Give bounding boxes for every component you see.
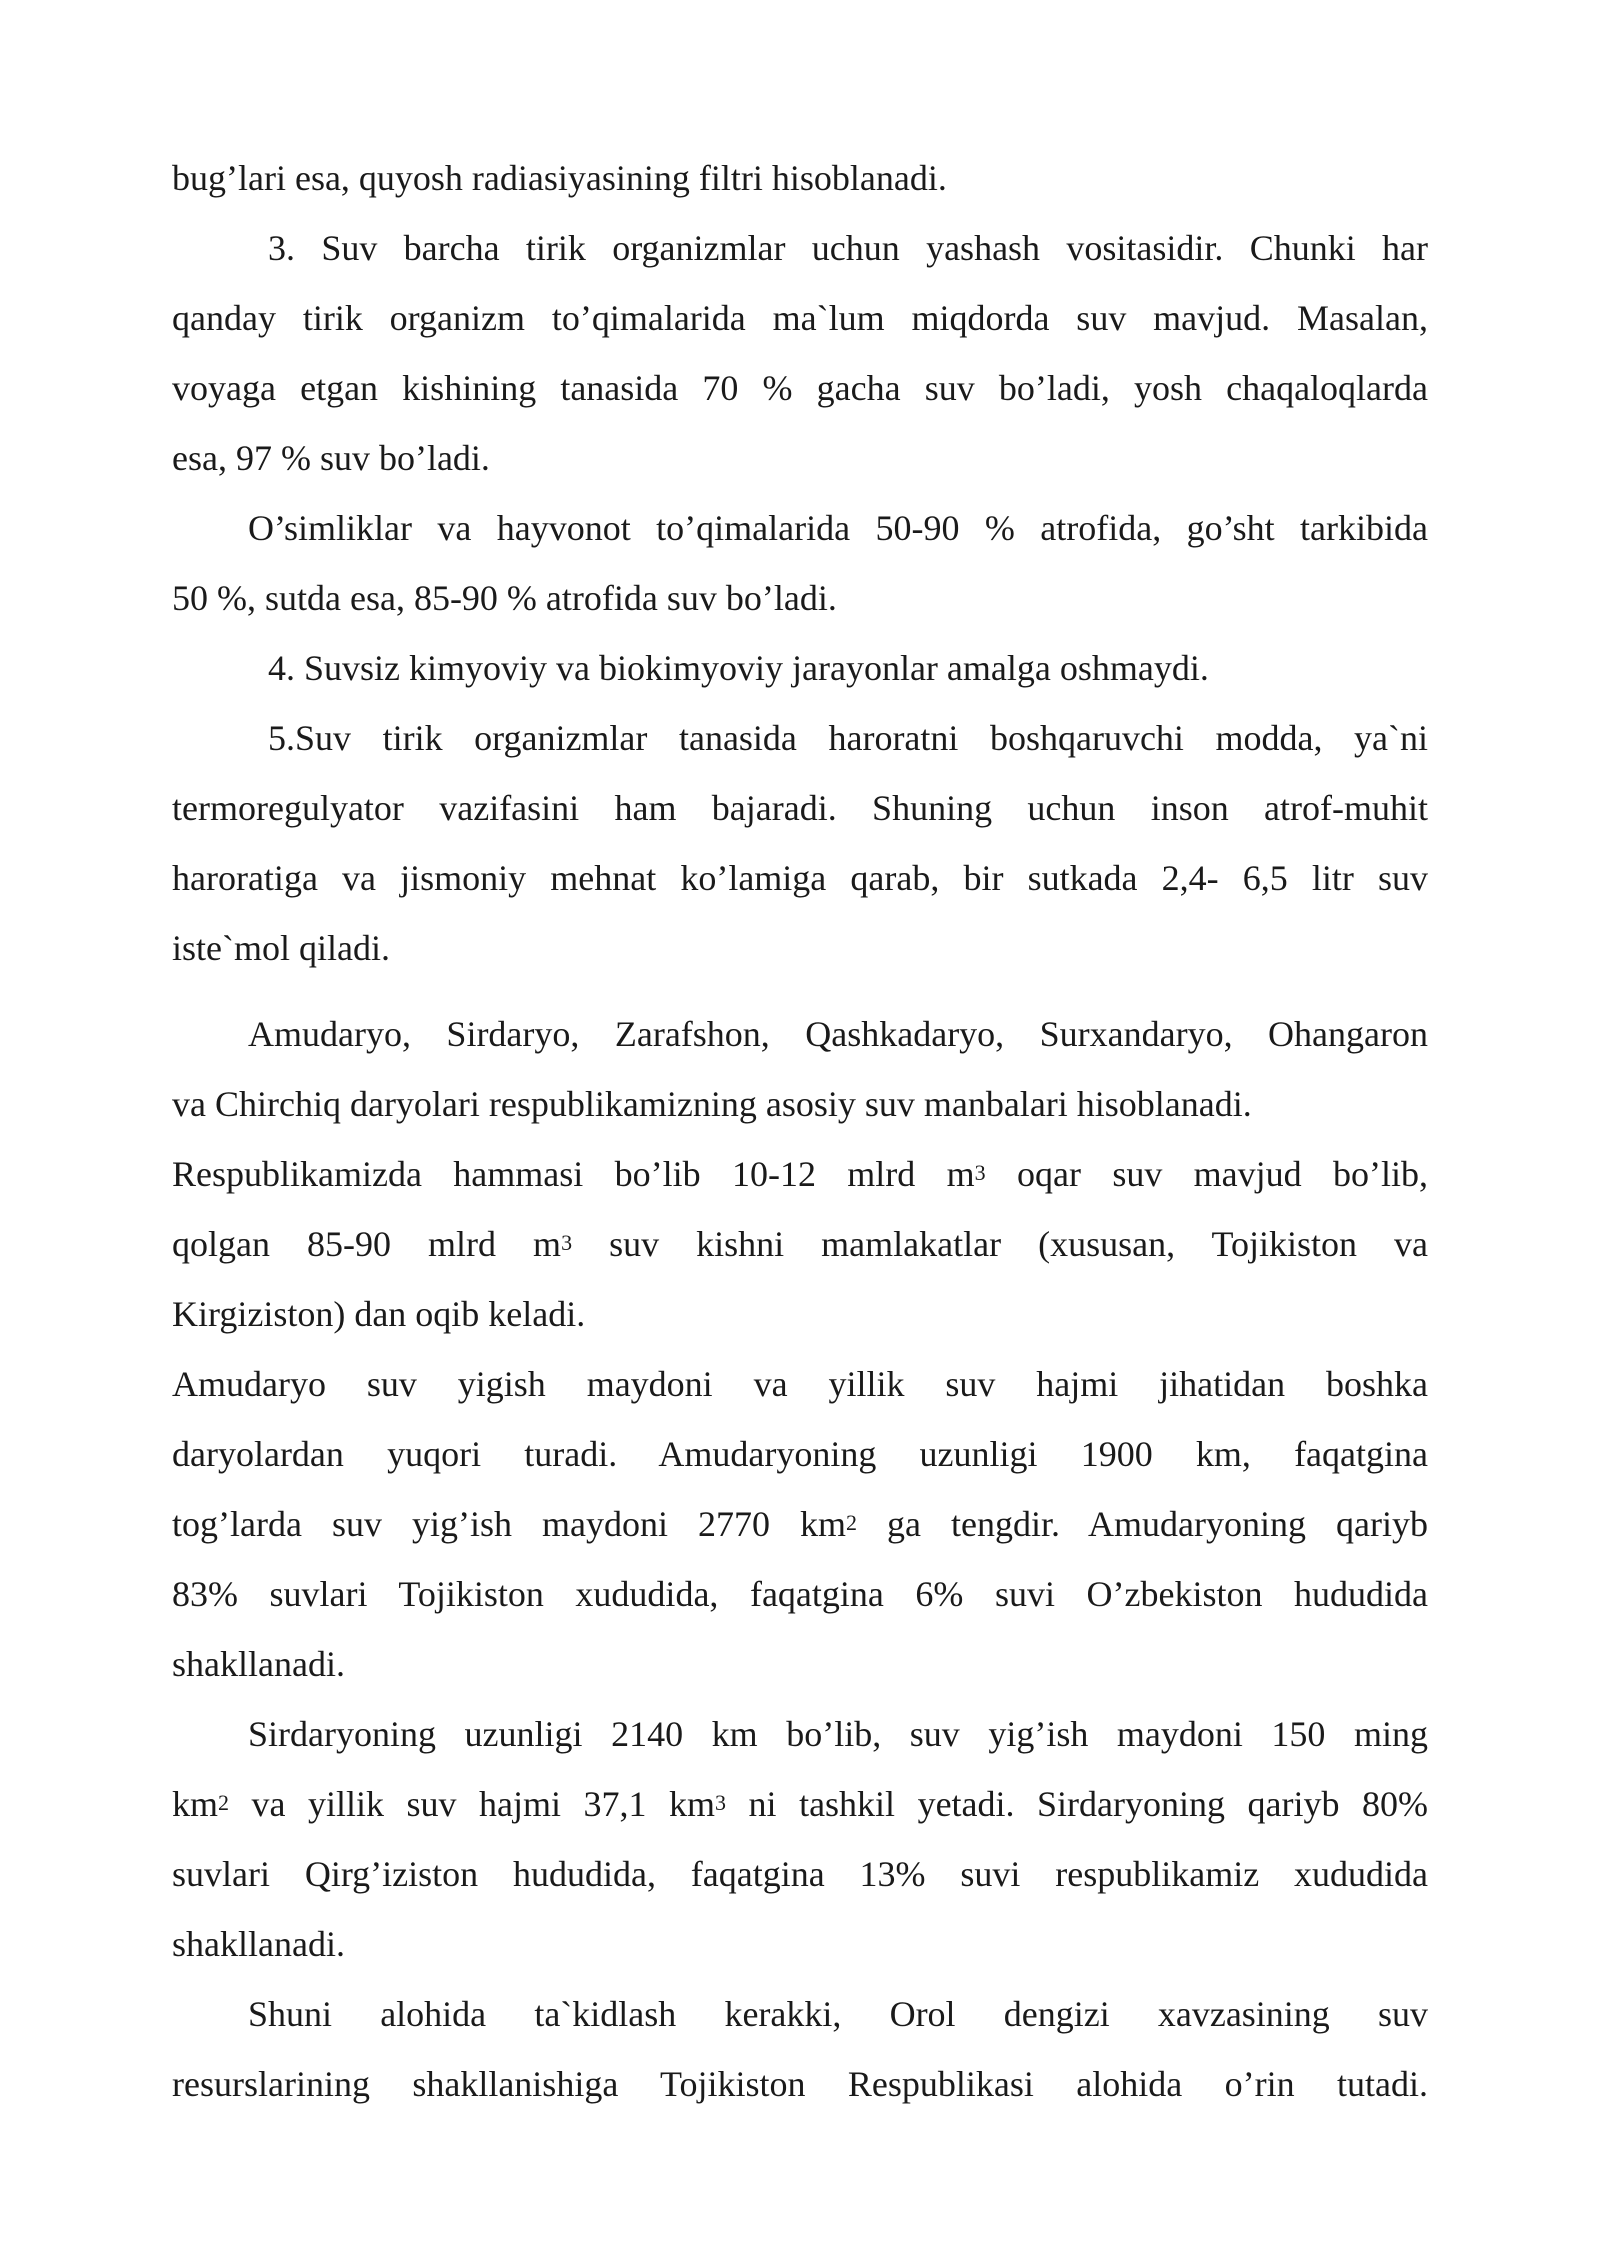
text-line: 83% suvlari Tojikiston xududida, faqatgina 6% suvi O’zbekiston hududida (172, 1574, 1428, 1614)
text-line: 4. Suvsiz kimyoviy va biokimyoviy jarayonlar amalga oshmaydi. (268, 648, 1209, 688)
text-line-superscript (172, 1784, 1428, 1824)
text-line: va Chirchiq daryolari respublikamizning asosiy suv manbalari hisoblanadi. (172, 1084, 1252, 1124)
text-line: qanday tirik organizm to’qimalarida ma`lum miqdorda suv mavjud. Masalan, (172, 298, 1428, 338)
text-line: shakllanadi. (172, 1644, 345, 1684)
text-line: 5.Suv tirik organizmlar tanasida haroratni boshqaruvchi modda, ya`ni (268, 718, 1428, 758)
superscript-exponent: 2 (218, 1790, 230, 1815)
superscript-exponent: 3 (561, 1230, 573, 1255)
text-line: voyaga etgan kishining tanasida 70 % gacha suv bo’ladi, yosh chaqaloqlarda (172, 368, 1428, 408)
text-line: 3. Suv barcha tirik organizmlar uchun yashash vositasidir. Chunki har (268, 228, 1428, 268)
text-line: Amudaryo suv yigish maydoni va yillik suv hajmi jihatidan boshka (172, 1364, 1428, 1404)
text-line: Kirgiziston) dan oqib keladi. (172, 1294, 586, 1334)
text-line-superscript (172, 1154, 1428, 1194)
text-fragment: Respublikamizda hammasi bo’lib 10-12 mlrd m (172, 1154, 975, 1194)
text-line: iste`mol qiladi. (172, 928, 390, 968)
text-line: esa, 97 % suv bo’ladi. (172, 438, 490, 478)
text-line: haroratiga va jismoniy mehnat ko’lamiga qarab, bir sutkada 2,4- 6,5 litr suv (172, 858, 1428, 898)
text-line: resurslarining shakllanishiga Tojikiston Respublikasi alohida o’rin tutadi. (172, 2064, 1428, 2104)
text-line: daryolardan yuqori turadi. Amudaryoning uzunligi 1900 km, faqatgina (172, 1434, 1428, 1474)
text-line-superscript (172, 1504, 1428, 1544)
superscript-exponent: 3 (715, 1790, 727, 1815)
text-line: 50 %, sutda esa, 85-90 % atrofida suv bo’ladi. (172, 578, 837, 618)
text-line: shakllanadi. (172, 1924, 345, 1964)
text-line: Amudaryo, Sirdaryo, Zarafshon, Qashkadaryo, Surxandaryo, Ohangaron (248, 1014, 1428, 1054)
text-line: Shuni alohida ta`kidlash kerakki, Orol dengizi xavzasining suv (248, 1994, 1428, 2034)
text-fragment: va yillik suv hajmi 37,1 km (229, 1784, 716, 1824)
text-fragment: ga tengdir. Amudaryoning qariyb (857, 1504, 1428, 1544)
text-fragment: ni tashkil yetadi. Sirdaryoning qariyb 80% (726, 1784, 1428, 1824)
text-line: bug’lari esa, quyosh radiasiyasining filtri hisoblanadi. (172, 158, 947, 198)
text-line: Sirdaryoning uzunligi 2140 km bo’lib, suv yig’ish maydoni 150 ming (248, 1714, 1428, 1754)
text-fragment: suv kishni mamlakatlar (xususan, Tojikiston va (572, 1224, 1428, 1264)
text-fragment: km (172, 1784, 219, 1824)
text-fragment: tog’larda suv yig’ish maydoni 2770 km (172, 1504, 847, 1544)
text-line: suvlari Qirg’iziston hududida, faqatgina 13% suvi respublikamiz xududida (172, 1854, 1428, 1894)
superscript-exponent: 2 (846, 1510, 858, 1535)
text-line: O’simliklar va hayvonot to’qimalarida 50-90 % atrofida, go’sht tarkibida (248, 508, 1428, 548)
text-line: termoregulyator vazifasini ham bajaradi. Shuning uchun inson atrof-muhit (172, 788, 1428, 828)
text-fragment: oqar suv mavjud bo’lib, (985, 1154, 1429, 1194)
text-fragment: qolgan 85-90 mlrd m (172, 1224, 562, 1264)
text-line-superscript (172, 1224, 1428, 1264)
superscript-exponent: 3 (974, 1160, 986, 1185)
